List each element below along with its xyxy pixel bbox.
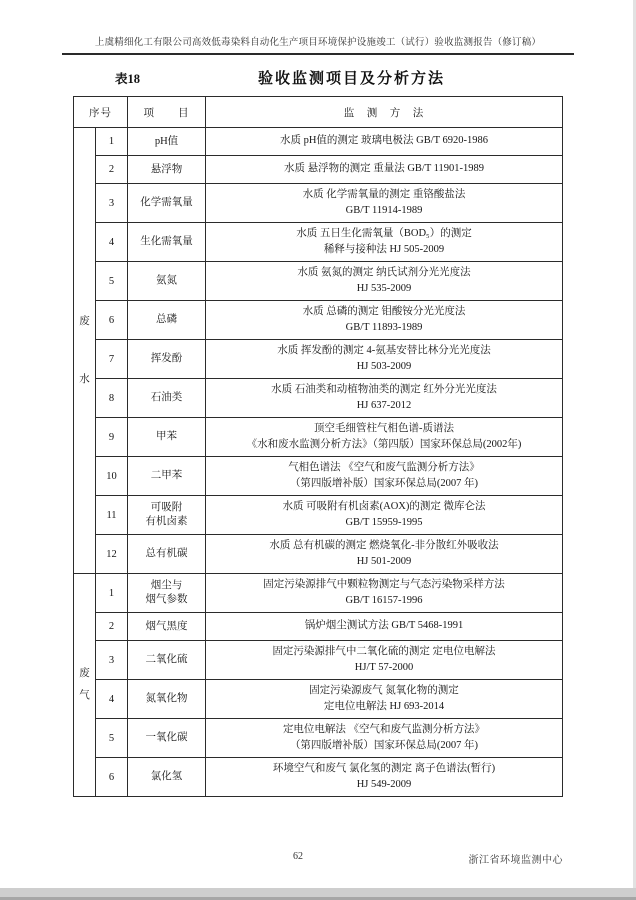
table-caption bbox=[73, 67, 563, 88]
table-row bbox=[74, 613, 563, 641]
row-method: 定电位电解法 《空气和废气监测分析方法》 （第四版增补版）国家环保总局(2007 年) bbox=[206, 719, 563, 758]
page-number: 62 bbox=[293, 851, 303, 862]
header-method: 监 测 方 法 bbox=[206, 97, 563, 128]
table-row bbox=[74, 535, 563, 574]
row-number: 2 bbox=[96, 156, 128, 184]
table-row bbox=[74, 496, 563, 535]
row-method: 水质 总有机碳的测定 燃烧氧化-非分散红外吸收法 HJ 501-2009 bbox=[206, 535, 563, 574]
row-method: 固定污染源排气中颗粒物测定与气态污染物采样方法 GB/T 16157-1996 bbox=[206, 574, 563, 613]
row-item: 烟尘与 烟气参数 bbox=[128, 574, 206, 613]
row-method: 固定污染源排气中二氧化硫的测定 定电位电解法 HJ/T 57-2000 bbox=[206, 641, 563, 680]
row-number: 9 bbox=[96, 418, 128, 457]
page-footer bbox=[73, 851, 563, 865]
row-number: 6 bbox=[96, 301, 128, 340]
row-number: 3 bbox=[96, 184, 128, 223]
row-method: 水质 可吸附有机卤素(AOX)的测定 微库仑法 GB/T 15959-1995 bbox=[206, 496, 563, 535]
table-row bbox=[74, 156, 563, 184]
row-number: 7 bbox=[96, 340, 128, 379]
row-method: 气相色谱法 《空气和废气监测分析方法》 （第四版增补版）国家环保总局(2007 年) bbox=[206, 457, 563, 496]
row-method: 顶空毛细管柱气相色谱-质谱法 《水和废水监测分析方法》（第四版）国家环保总局(2002年) bbox=[206, 418, 563, 457]
row-item: 二甲苯 bbox=[128, 457, 206, 496]
row-number: 2 bbox=[96, 613, 128, 641]
row-number: 11 bbox=[96, 496, 128, 535]
row-method: 水质 化学需氧量的测定 重铬酸盐法 GB/T 11914-1989 bbox=[206, 184, 563, 223]
row-method: 水质 氨氮的测定 纳氏试剂分光光度法 HJ 535-2009 bbox=[206, 262, 563, 301]
row-item: 氮氧化物 bbox=[128, 680, 206, 719]
row-method: 水质 pH值的测定 玻璃电极法 GB/T 6920-1986 bbox=[206, 128, 563, 156]
header-item: 项 目 bbox=[128, 97, 206, 128]
row-method: 水质 悬浮物的测定 重量法 GB/T 11901-1989 bbox=[206, 156, 563, 184]
row-number: 1 bbox=[96, 574, 128, 613]
running-header: 上虞精细化工有限公司高效低毒染料自动化生产项目环境保护设施竣工（试行）验收监测报告（修订稿） bbox=[62, 34, 574, 55]
row-item: 挥发酚 bbox=[128, 340, 206, 379]
monitor-table-body bbox=[74, 128, 563, 797]
row-number: 4 bbox=[96, 680, 128, 719]
row-number: 1 bbox=[96, 128, 128, 156]
scan-edge-bottom bbox=[0, 888, 636, 900]
row-method: 水质 挥发酚的测定 4-氨基安替比林分光光度法 HJ 503-2009 bbox=[206, 340, 563, 379]
row-item: 总有机碳 bbox=[128, 535, 206, 574]
table-row bbox=[74, 301, 563, 340]
row-number: 5 bbox=[96, 262, 128, 301]
table-header-row bbox=[74, 97, 563, 128]
row-method: 水质 石油类和动植物油类的测定 红外分光光度法 HJ 637-2012 bbox=[206, 379, 563, 418]
row-method: 锅炉烟尘测试方法 GB/T 5468-1991 bbox=[206, 613, 563, 641]
row-item: 甲苯 bbox=[128, 418, 206, 457]
row-item: 氨氮 bbox=[128, 262, 206, 301]
table-row bbox=[74, 758, 563, 797]
header-no: 序号 bbox=[74, 97, 128, 128]
table-row bbox=[74, 340, 563, 379]
row-item: 氯化氢 bbox=[128, 758, 206, 797]
row-item: 二氧化硫 bbox=[128, 641, 206, 680]
table-label: 表18 bbox=[115, 72, 141, 86]
category-label: 废 水 bbox=[74, 128, 96, 574]
table-row bbox=[74, 574, 563, 613]
table-row bbox=[74, 262, 563, 301]
row-item: 烟气黑度 bbox=[128, 613, 206, 641]
table-row bbox=[74, 128, 563, 156]
table-row bbox=[74, 379, 563, 418]
table-row bbox=[74, 418, 563, 457]
row-item: 化学需氧量 bbox=[128, 184, 206, 223]
row-number: 5 bbox=[96, 719, 128, 758]
table-row bbox=[74, 184, 563, 223]
row-item: 石油类 bbox=[128, 379, 206, 418]
row-method: 水质 总磷的测定 钼酸铵分光光度法 GB/T 11893-1989 bbox=[206, 301, 563, 340]
table-row bbox=[74, 457, 563, 496]
row-number: 4 bbox=[96, 223, 128, 262]
row-item: 一氧化碳 bbox=[128, 719, 206, 758]
row-method: 水质 五日生化需氧量（BOD₅）的测定 稀释与接种法 HJ 505-2009 bbox=[206, 223, 563, 262]
table-row bbox=[74, 223, 563, 262]
row-item: 总磷 bbox=[128, 301, 206, 340]
category-label: 废 气 bbox=[74, 574, 96, 797]
row-item: 悬浮物 bbox=[128, 156, 206, 184]
table-row bbox=[74, 680, 563, 719]
table-row bbox=[74, 641, 563, 680]
row-number: 6 bbox=[96, 758, 128, 797]
row-number: 10 bbox=[96, 457, 128, 496]
row-item: 生化需氧量 bbox=[128, 223, 206, 262]
row-method: 环境空气和废气 氯化氢的测定 离子色谱法(暂行) HJ 549-2009 bbox=[206, 758, 563, 797]
row-number: 3 bbox=[96, 641, 128, 680]
row-number: 8 bbox=[96, 379, 128, 418]
monitoring-methods-table bbox=[73, 96, 563, 797]
row-item: pH值 bbox=[128, 128, 206, 156]
row-number: 12 bbox=[96, 535, 128, 574]
table-row bbox=[74, 719, 563, 758]
footer-organization: 浙江省环境监测中心 bbox=[468, 855, 563, 866]
row-method: 固定污染源废气 氮氧化物的测定 定电位电解法 HJ 693-2014 bbox=[206, 680, 563, 719]
row-item: 可吸附 有机卤素 bbox=[128, 496, 206, 535]
table-title: 验收监测项目及分析方法 bbox=[258, 71, 446, 87]
